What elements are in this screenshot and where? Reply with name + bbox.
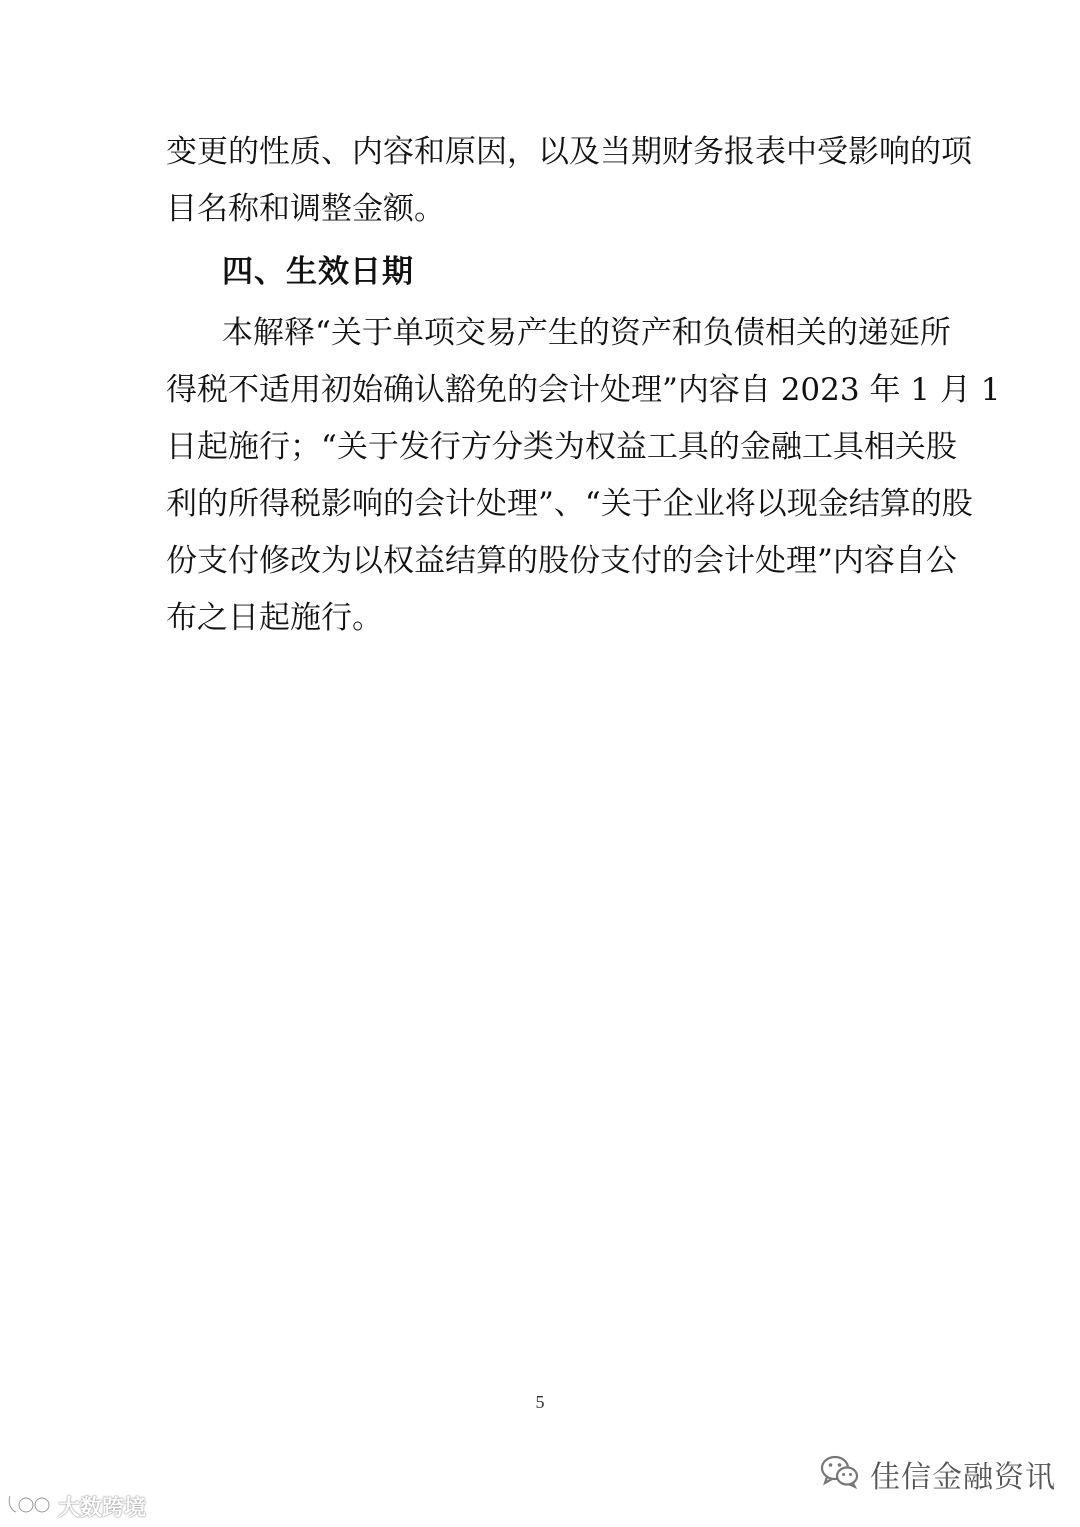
- watermark-left: [6, 1490, 146, 1522]
- paragraph-line: 得税不适用初始确认豁免的会计处理”内容自 2023 年 1 月 1: [166, 372, 1001, 408]
- paragraph-line: 日起施行；“关于发行方分类为权益工具的金融工具相关股: [166, 429, 957, 465]
- page-number: 5: [535, 1392, 545, 1412]
- section-heading: 四、生效日期: [222, 254, 414, 290]
- logo-icon: [6, 1490, 54, 1522]
- paragraph-line: 本解释“关于单项交易产生的资产和负债相关的递延所: [222, 315, 951, 351]
- watermark-right: [820, 1452, 1056, 1496]
- paragraph-line: 目名称和调整金额。: [166, 191, 445, 227]
- watermark-right-text: 佳信金融资讯: [870, 1460, 1056, 1495]
- watermark-left-text: 大数跨境: [58, 1495, 147, 1521]
- wechat-icon: [820, 1455, 860, 1493]
- paragraph-line: 份支付修改为以权益结算的股份支付的会计处理”内容自公: [166, 543, 957, 579]
- paragraph-line: 布之日起施行。: [166, 600, 383, 636]
- paragraph-line: 利的所得税影响的会计处理”、“关于企业将以现金结算的股: [166, 486, 973, 522]
- paragraph-line: 变更的性质、内容和原因，以及当期财务报表中受影响的项: [166, 134, 972, 170]
